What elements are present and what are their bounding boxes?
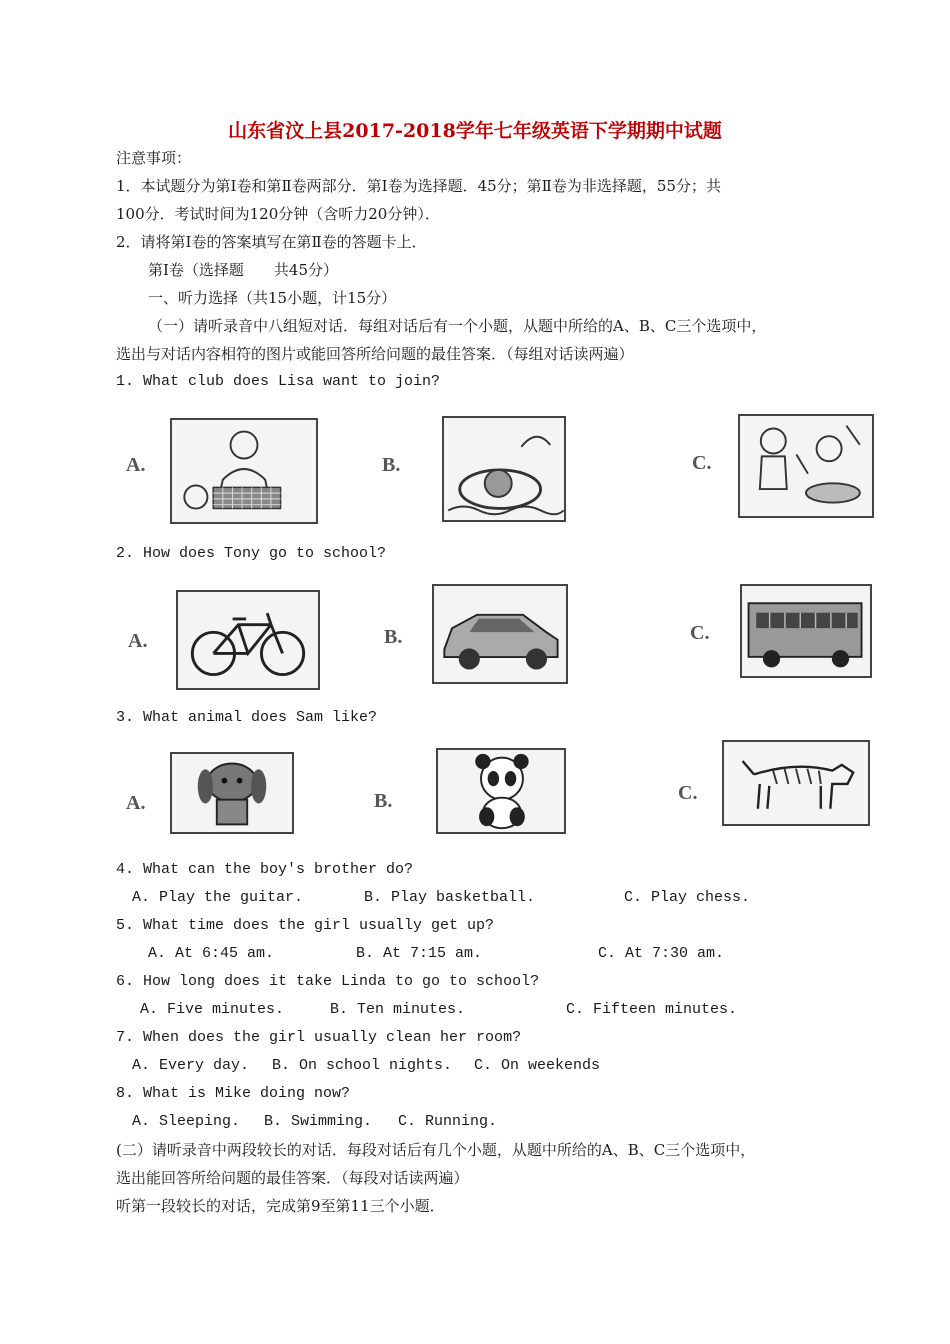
section-1-heading: 一、听力选择（共15小题，计15分）: [148, 289, 397, 307]
q1-option-a-label: A.: [126, 454, 146, 476]
sub-section-1-line-2: 选出与对话内容相符的图片或能回答所给问题的最佳答案．（每组对话读两遍）: [116, 345, 634, 363]
page-title: 山东省汶上县2017-2018学年七年级英语下学期期中试题: [228, 120, 722, 142]
q1-option-b-label: B.: [382, 454, 401, 476]
part-1-heading: 第Ⅰ卷（选择题 共45分）: [148, 261, 339, 279]
sub-section-1-line-1: （一）请听录音中八组短对话．每组对话后有一个小题，从题中所给的A、B、C三个选项中，: [148, 317, 767, 335]
bus-icon: [740, 584, 872, 678]
q8-option-b: B. Swimming.: [264, 1113, 373, 1130]
q2-option-b-label: B.: [384, 626, 403, 648]
notes-heading: 注意事项：: [116, 149, 192, 167]
q4-option-a: A. Play the guitar.: [132, 889, 304, 906]
chess-players-icon: [170, 418, 318, 524]
q3-option-a-label: A.: [126, 792, 146, 814]
q7-option-a: A. Every day.: [132, 1057, 250, 1074]
note-2: 2．请将第Ⅰ卷的答案填写在第Ⅱ卷的答题卡上．: [116, 233, 427, 251]
q8-option-a: A. Sleeping.: [132, 1113, 241, 1130]
note-1-line-1: 1．本试题分为第Ⅰ卷和第Ⅱ卷两部分．第Ⅰ卷为选择题．45分；第Ⅱ卷为非选择题，55分；共: [116, 177, 721, 195]
sub-section-2-line-2: 选出能回答所给问题的最佳答案．（每段对话读两遍）: [116, 1169, 469, 1187]
question-1: 1. What club does Lisa want to join?: [116, 373, 441, 390]
question-8: 8. What is Mike doing now?: [116, 1085, 351, 1102]
note-1-line-2: 100分．考试时间为120分钟（含听力20分钟）．: [116, 205, 440, 223]
q2-option-c-label: C.: [690, 622, 710, 644]
dialogue-1-intro: 听第一段较长的对话，完成第9至第11三个小题．: [116, 1197, 445, 1215]
question-5: 5. What time does the girl usually get up?: [116, 917, 495, 934]
q4-option-b: B. Play basketball.: [364, 889, 536, 906]
q2-option-a-label: A.: [128, 630, 148, 652]
dog-icon: [170, 752, 294, 834]
q7-option-b: B. On school nights.: [272, 1057, 453, 1074]
q5-option-b: B. At 7:15 am.: [356, 945, 483, 962]
car-icon: [432, 584, 568, 684]
bicycle-icon: [176, 590, 320, 690]
q6-option-c: C. Fifteen minutes.: [566, 1001, 738, 1018]
question-3: 3. What animal does Sam like?: [116, 709, 378, 726]
q1-option-c-label: C.: [692, 452, 712, 474]
swimmer-icon: [442, 416, 566, 522]
q5-option-a: A. At 6:45 am.: [148, 945, 275, 962]
q6-option-b: B. Ten minutes.: [330, 1001, 466, 1018]
question-2: 2. How does Tony go to school?: [116, 545, 387, 562]
q5-option-c: C. At 7:30 am.: [598, 945, 725, 962]
question-4: 4. What can the boy's brother do?: [116, 861, 414, 878]
q3-option-c-label: C.: [678, 782, 698, 804]
sub-section-2-line-1: (二）请听录音中两段较长的对话．每段对话后有几个小题，从题中所给的A、B、C三个选项中，: [116, 1141, 756, 1159]
q8-option-c: C. Running.: [398, 1113, 498, 1130]
q6-option-a: A. Five minutes.: [140, 1001, 285, 1018]
question-6: 6. How long does it take Linda to go to school?: [116, 973, 540, 990]
q3-option-b-label: B.: [374, 790, 393, 812]
tiger-icon: [722, 740, 870, 826]
q4-option-c: C. Play chess.: [624, 889, 751, 906]
q7-option-c: C. On weekends: [474, 1057, 601, 1074]
drummers-icon: [738, 414, 874, 518]
question-7: 7. When does the girl usually clean her room?: [116, 1029, 522, 1046]
panda-icon: [436, 748, 566, 834]
